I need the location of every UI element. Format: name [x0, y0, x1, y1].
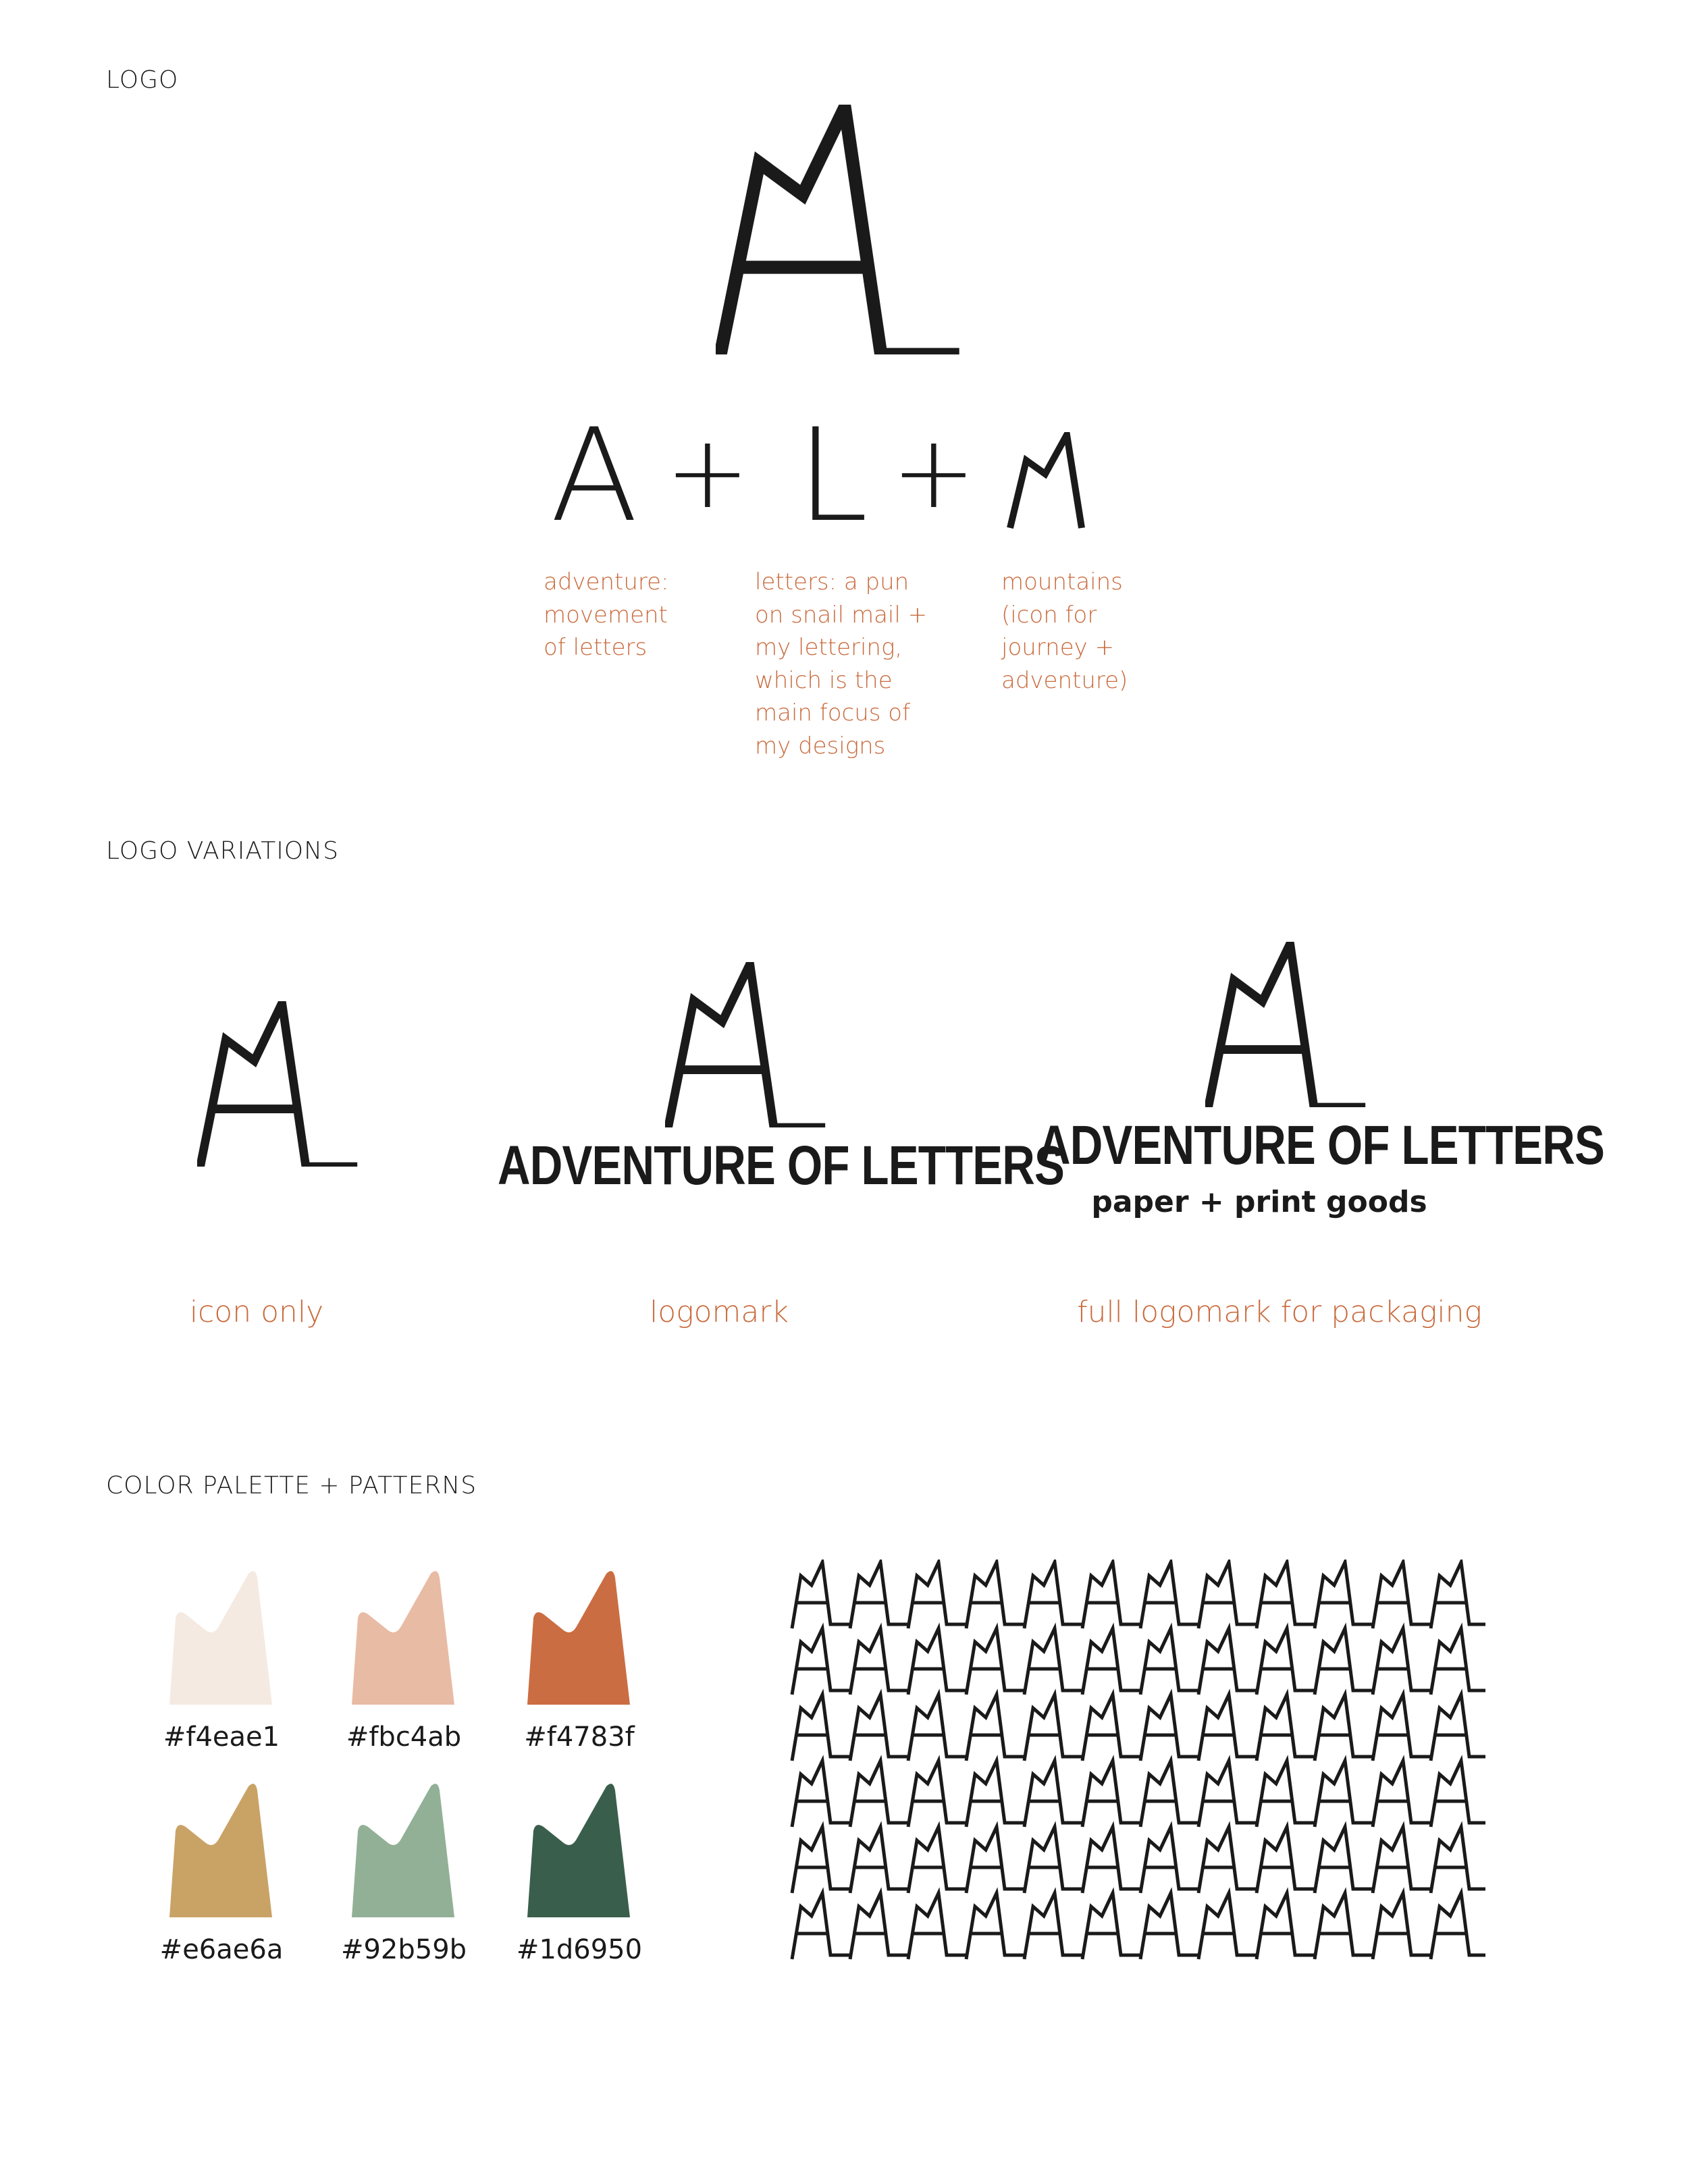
- pattern-mark: [792, 1695, 851, 1761]
- variation-logomark-icon: [665, 962, 827, 1127]
- pattern-mark: [1082, 1827, 1141, 1893]
- pattern-mark: [1373, 1628, 1431, 1695]
- letter-l: L: [797, 401, 868, 550]
- pattern-mark: [908, 1893, 967, 1959]
- color-swatch: [169, 1570, 273, 1708]
- color-swatch: [527, 1782, 631, 1921]
- logomark-brand-name: ADVENTURE OF LETTERS: [498, 1135, 1065, 1196]
- caption-full-logomark: full logomark for packaging: [1077, 1295, 1482, 1329]
- pattern-mark: [1198, 1628, 1257, 1695]
- pattern-mark: [1315, 1761, 1373, 1827]
- pattern-mark: [1373, 1761, 1431, 1827]
- pattern-mark: [1024, 1695, 1083, 1761]
- color-hex-label: #f4eae1: [163, 1722, 280, 1753]
- pattern-mark: [1431, 1761, 1485, 1827]
- swatch-shape: [352, 1784, 454, 1917]
- pattern-mark: [1082, 1761, 1141, 1827]
- pattern-mark: [850, 1893, 909, 1959]
- pattern-mark: [1140, 1695, 1199, 1761]
- pattern-mark: [1082, 1628, 1141, 1695]
- caption-icon-only: icon only: [189, 1295, 324, 1329]
- pattern-mark: [850, 1695, 909, 1761]
- variation-full-icon: [1205, 942, 1367, 1107]
- plus-sign-1: +: [665, 414, 750, 531]
- full-logomark-brand-name: ADVENTURE OF LETTERS: [1038, 1115, 1605, 1176]
- note-mountains: [1001, 566, 1128, 697]
- pattern-mark: [1257, 1562, 1315, 1628]
- pattern-mark: [850, 1761, 909, 1827]
- pattern-mark: [1373, 1562, 1431, 1628]
- pattern-mark: [1373, 1827, 1431, 1893]
- pattern-mark: [1431, 1695, 1485, 1761]
- pattern-mark: [908, 1761, 967, 1827]
- section-title-logo: LOGO: [106, 66, 179, 94]
- pattern-mark: [850, 1562, 909, 1628]
- pattern-mark: [1024, 1827, 1083, 1893]
- pattern-mark: [966, 1893, 1025, 1959]
- pattern-mark: [1373, 1695, 1431, 1761]
- pattern-mark: [792, 1628, 851, 1695]
- note-letters: [755, 566, 927, 762]
- pattern-mark: [1082, 1695, 1141, 1761]
- pattern-mark: [1431, 1628, 1485, 1695]
- pattern-mark: [1140, 1893, 1199, 1959]
- pattern-mark: [1315, 1628, 1373, 1695]
- color-swatch: [351, 1570, 456, 1708]
- pattern-mark: [1198, 1562, 1257, 1628]
- note-line: main focus of: [755, 699, 911, 726]
- note-line: which is the: [755, 666, 893, 694]
- color-hex-label: #92b59b: [340, 1934, 467, 1965]
- mountain-pattern: [790, 1560, 1485, 1968]
- pattern-mark: [1373, 1893, 1431, 1959]
- pattern-mark: [1315, 1695, 1373, 1761]
- caption-logomark: logomark: [650, 1295, 789, 1329]
- main-logo-mark: [716, 105, 962, 354]
- note-line: my lettering,: [755, 634, 903, 661]
- pattern-mark: [1431, 1827, 1485, 1893]
- pattern-mark: [908, 1628, 967, 1695]
- pattern-mark: [1024, 1628, 1083, 1695]
- swatch-shape: [169, 1784, 272, 1917]
- note-line: adventure): [1001, 666, 1128, 694]
- pattern-mark: [1024, 1893, 1083, 1959]
- pattern-mark: [1198, 1827, 1257, 1893]
- pattern-mark: [966, 1695, 1025, 1761]
- note-line: adventure:: [544, 568, 669, 595]
- pattern-mark: [966, 1562, 1025, 1628]
- color-swatch: [351, 1782, 456, 1921]
- pattern-mark: [1257, 1893, 1315, 1959]
- note-line: mountains: [1001, 568, 1123, 595]
- color-swatch: [527, 1570, 631, 1708]
- swatch-shape: [527, 1784, 630, 1917]
- pattern-mark: [1140, 1562, 1199, 1628]
- pattern-mark: [1082, 1893, 1141, 1959]
- note-line: (icon for: [1001, 601, 1097, 629]
- pattern-mark: [1431, 1893, 1485, 1959]
- pattern-mark: [1198, 1761, 1257, 1827]
- pattern-mark: [1431, 1562, 1485, 1628]
- pattern-mark: [1024, 1761, 1083, 1827]
- pattern-mark: [792, 1893, 851, 1959]
- swatch-shape: [352, 1571, 454, 1705]
- pattern-mark: [792, 1562, 851, 1628]
- pattern-mark: [1315, 1893, 1373, 1959]
- section-title-variations: LOGO VARIATIONS: [106, 837, 339, 865]
- plus-sign-2: +: [891, 414, 976, 531]
- pattern-mark: [966, 1761, 1025, 1827]
- pattern-mark: [1024, 1562, 1083, 1628]
- pattern-mark: [1140, 1827, 1199, 1893]
- pattern-mark: [1198, 1695, 1257, 1761]
- pattern-mark: [1257, 1827, 1315, 1893]
- note-adventure: [544, 566, 669, 664]
- logo-breakdown: [0, 401, 1688, 550]
- section-title-palette: COLOR PALETTE + PATTERNS: [106, 1472, 477, 1499]
- pattern-mark: [792, 1761, 851, 1827]
- pattern-mark: [908, 1827, 967, 1893]
- swatch-shape: [169, 1571, 272, 1705]
- mountain-m-icon: [1006, 432, 1101, 530]
- pattern-mark: [1315, 1827, 1373, 1893]
- variation-icon-only: [197, 1001, 359, 1167]
- pattern-mark: [1140, 1628, 1199, 1695]
- color-hex-label: #f4783f: [524, 1722, 635, 1753]
- pattern-mark: [1082, 1562, 1141, 1628]
- pattern-mark: [792, 1827, 851, 1893]
- color-hex-label: #1d6950: [516, 1934, 643, 1965]
- note-line: journey +: [1001, 634, 1115, 661]
- note-line: on snail mail +: [755, 601, 928, 629]
- pattern-mark: [908, 1695, 967, 1761]
- color-hex-label: #e6ae6a: [159, 1934, 284, 1965]
- pattern-mark: [1257, 1695, 1315, 1761]
- pattern-mark: [850, 1827, 909, 1893]
- letter-a: A: [550, 401, 638, 550]
- pattern-mark: [1315, 1562, 1373, 1628]
- pattern-mark: [908, 1562, 967, 1628]
- pattern-mark: [966, 1628, 1025, 1695]
- note-line: my designs: [755, 732, 886, 760]
- pattern-mark: [1257, 1628, 1315, 1695]
- color-swatch: [169, 1782, 273, 1921]
- swatch-shape: [527, 1571, 630, 1705]
- note-line: of letters: [544, 634, 648, 661]
- pattern-mark: [1257, 1761, 1315, 1827]
- pattern-mark: [1198, 1893, 1257, 1959]
- pattern-mark: [850, 1628, 909, 1695]
- pattern-mark: [1140, 1761, 1199, 1827]
- color-hex-label: #fbc4ab: [346, 1722, 462, 1753]
- full-logomark-tagline: paper + print goods: [1091, 1185, 1427, 1219]
- pattern-mark: [966, 1827, 1025, 1893]
- note-line: letters: a pun: [755, 568, 909, 595]
- note-line: movement: [544, 601, 668, 629]
